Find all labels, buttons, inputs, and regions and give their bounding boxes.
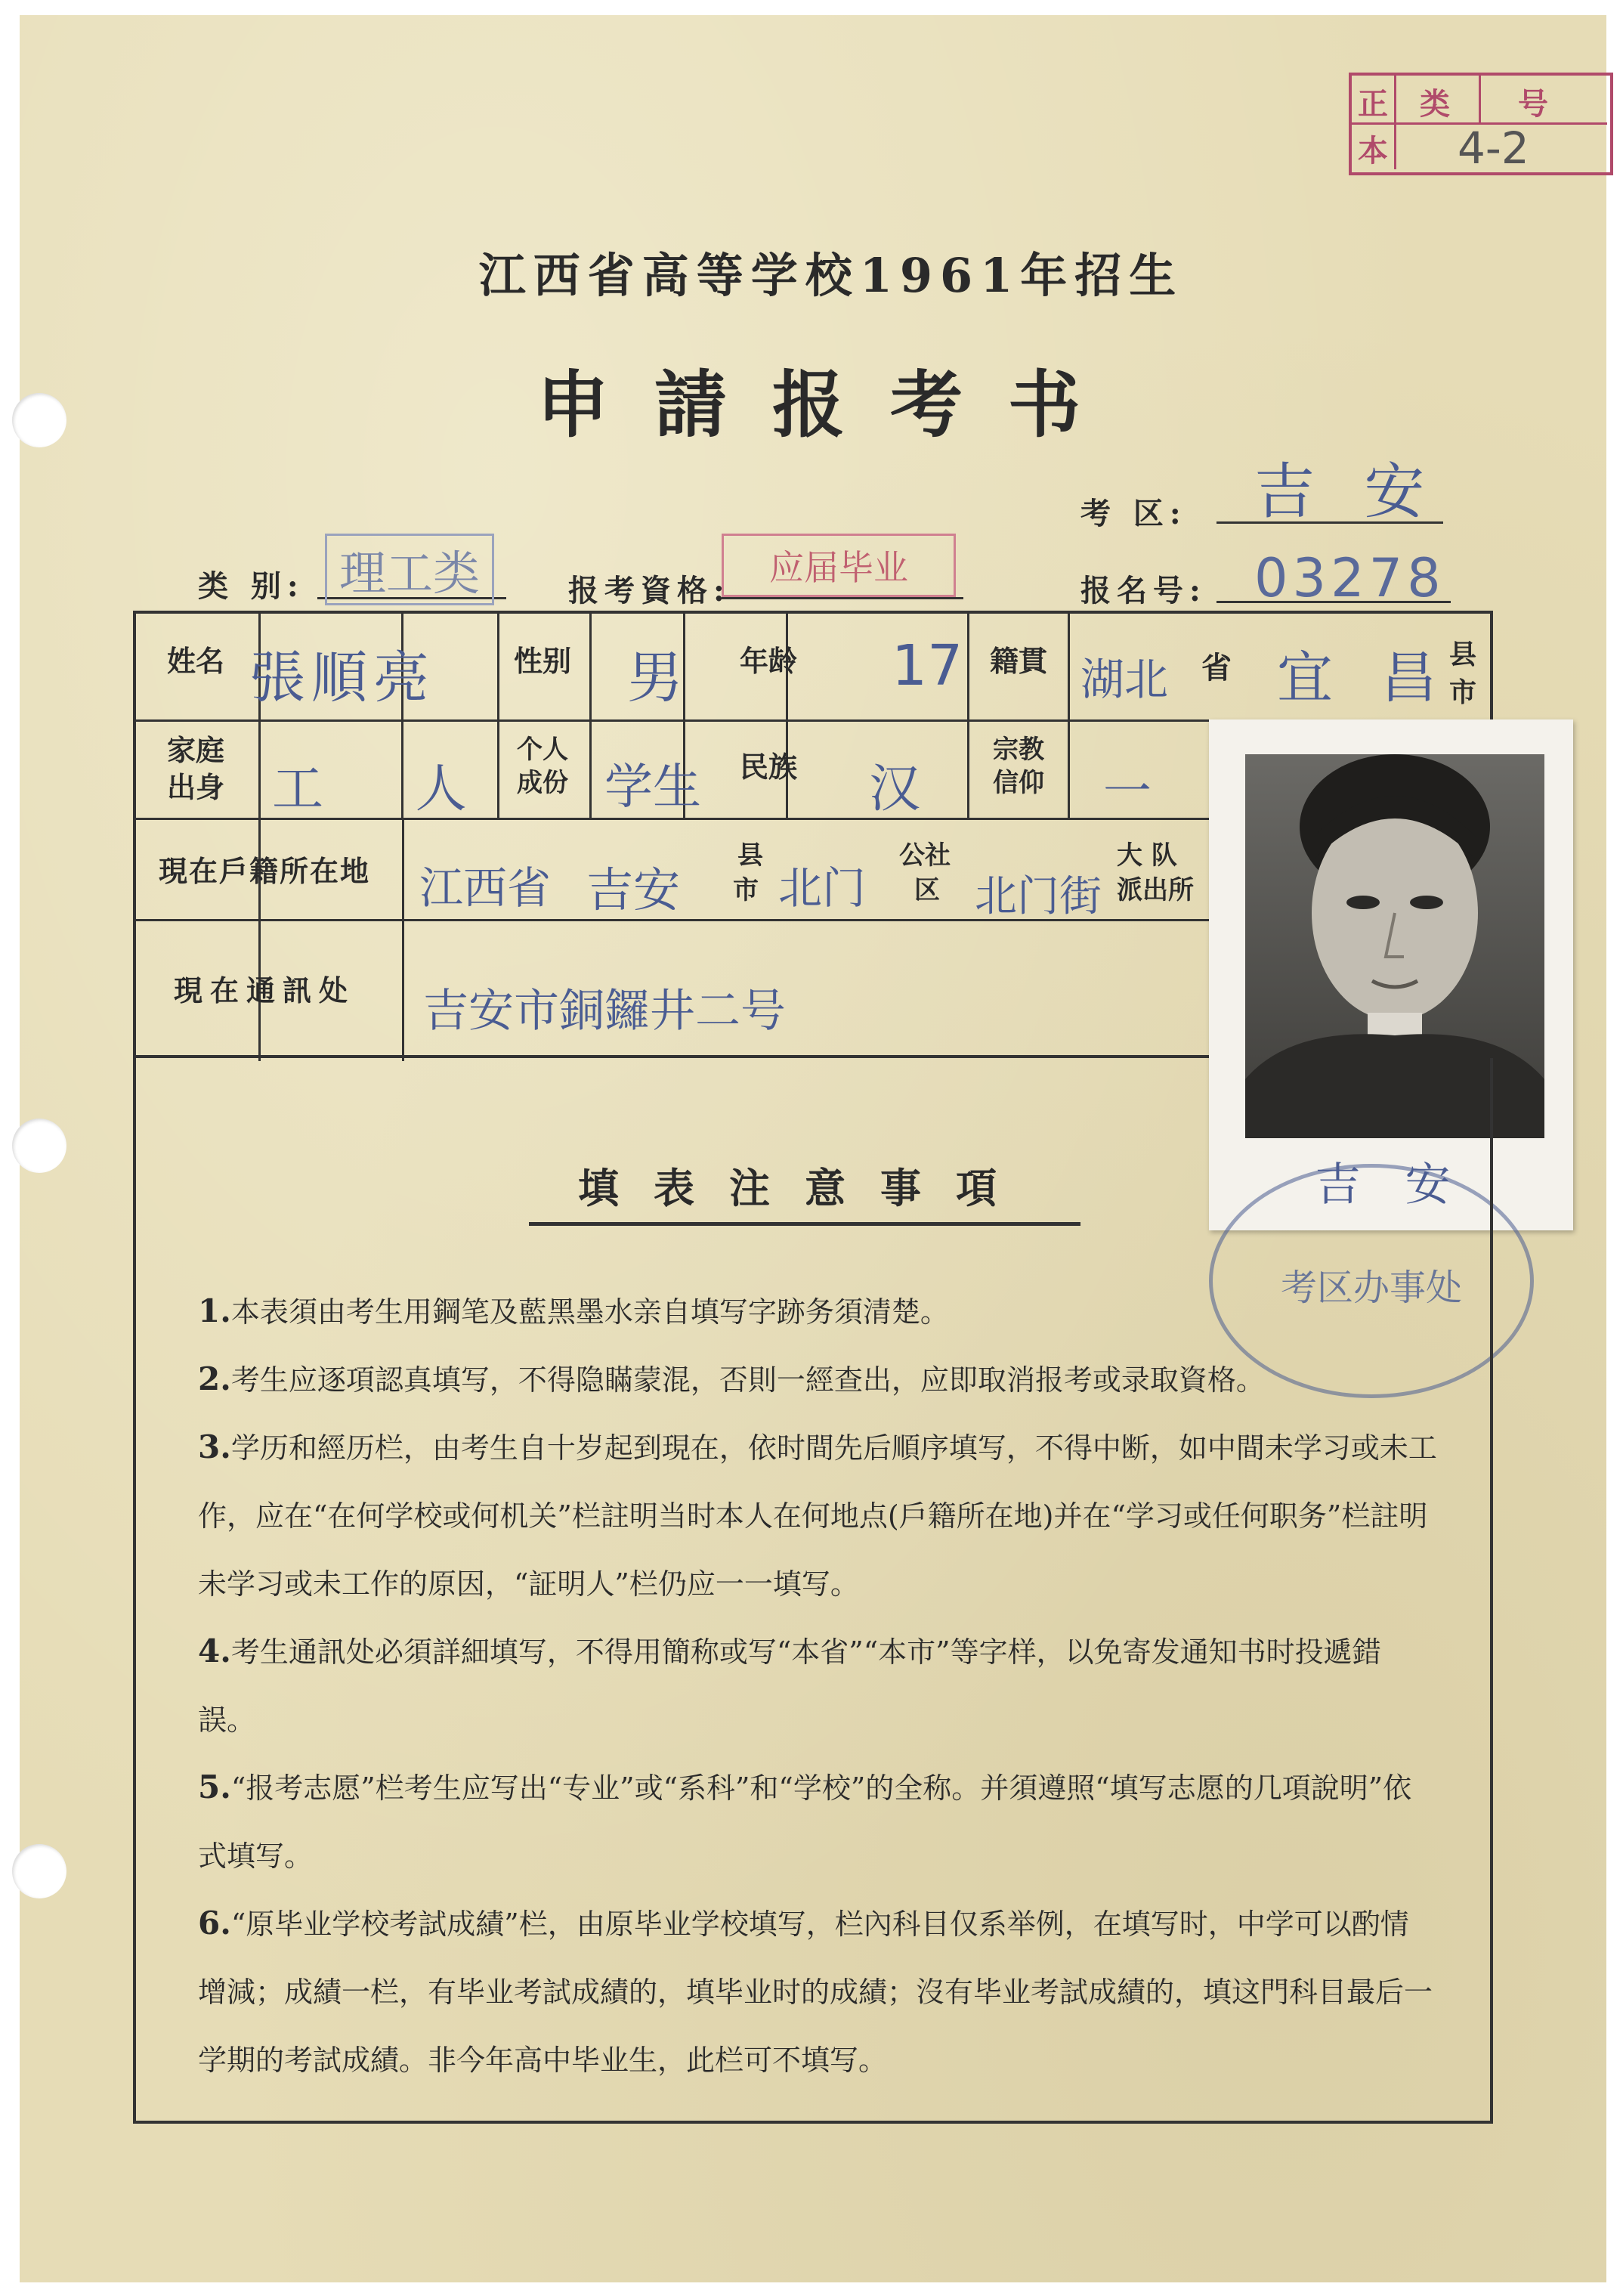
family-origin-value: 工 人 <box>272 760 505 819</box>
personal-status-label-line2: 成份 <box>517 768 568 799</box>
document-title: 江西省高等学校1961年招生 <box>478 248 1184 303</box>
corner-stamp <box>1349 73 1613 175</box>
exam-area-value: 吉 安 <box>1254 456 1440 527</box>
province-label: 省 <box>1201 650 1232 685</box>
note-text: “报考志愿”栏考生应写出“专业”或“系科”和“学校”的全称。并須遵照“填写志愿的几項說明”依式填写。 <box>198 1772 1412 1873</box>
family-origin-label-line2: 出身 <box>166 770 224 805</box>
family-origin-label-line1: 家庭 <box>166 733 224 767</box>
qualification-label: 报考資格: <box>568 573 731 608</box>
religion-label-line1: 宗教 <box>993 735 1044 765</box>
note-item-5 <box>198 1753 1437 1890</box>
category-label: 类 别: <box>198 568 305 604</box>
note-text: 本表須由考生用鋼笔及藍黑墨水亲自填写字跡务須清楚。 <box>230 1295 949 1329</box>
note-text: 考生应逐項認真填写，不得隐瞞蒙混，否則一經查出，应即取消报考或录取資格。 <box>230 1363 1265 1397</box>
mailing-address-value: 吉安市銅鑼井二号 <box>423 985 786 1038</box>
ethnicity-label: 民族 <box>739 750 797 784</box>
note-number: 6. <box>198 1905 231 1942</box>
exam-office-stamp-text: 考区办事处 <box>1280 1267 1462 1309</box>
ethnicity-value: 汉 <box>869 760 921 819</box>
note-number: 2. <box>198 1360 231 1397</box>
name-label: 姓名 <box>166 644 224 678</box>
note-text: “原毕业学校考試成績”栏，由原毕业学校填写，栏內科目仅系举例，在填写时，中学可以酌情增減；成績一栏，有毕业考試成績的，填毕业时的成績；沒有毕业考試成績的，填这門科目最后一学期的考試成績。非今年高中毕业生，此栏可不填写。 <box>198 1908 1433 2077</box>
notes-title: 填表注意事項 <box>529 1156 1080 1226</box>
personal-status-label <box>495 733 590 800</box>
native-county-value: 宜 昌 <box>1277 645 1452 710</box>
family-origin-label <box>136 732 255 806</box>
county-label-bottom: 市 <box>1449 676 1477 708</box>
personal-status-value: 学生 <box>604 760 701 815</box>
punch-hole-middle <box>12 1119 66 1173</box>
religion-label <box>967 733 1070 800</box>
note-number: 5. <box>198 1768 231 1806</box>
county-label-top: 县 <box>1449 639 1477 670</box>
note-item-1 <box>198 1277 1437 1346</box>
note-item-6 <box>198 1889 1437 2094</box>
corner-stamp-cell-1: 正 <box>1358 86 1388 122</box>
religion-value: 一 <box>1103 764 1152 820</box>
note-item-4 <box>198 1617 1437 1754</box>
county-small-label-bottom: 市 <box>733 875 759 905</box>
note-item-3 <box>198 1413 1437 1618</box>
native-place-label: 籍貫 <box>989 644 1047 678</box>
registration-no-value: 03278 <box>1254 547 1445 609</box>
household-district-value: 北门 <box>778 862 867 914</box>
brigade-label-bottom: 派出所 <box>1117 875 1194 905</box>
category-value: 理工类 <box>325 534 494 605</box>
note-text: 考生通訊处必須詳細填写，不得用簡称或写“本省”“本市”等字样，以免寄发通知书时投遞錯誤。 <box>198 1635 1381 1737</box>
note-text: 学历和經历栏，由考生自十岁起到現在，依时間先后順序填写，不得中断，如中間未学习或未工作，应在“在何学校或何机关”栏註明当时本人在何地点(戶籍所在地)并在“学习或任何职务”栏註明未学习或未工作的原因，“証明人”栏仍应一一填写。 <box>198 1431 1437 1601</box>
commune-label-bottom: 区 <box>914 875 940 905</box>
age-label: 年龄 <box>739 644 797 678</box>
name-value: 張順亮 <box>249 645 435 710</box>
corner-stamp-number: 4-2 <box>1458 122 1529 174</box>
qualification-underline <box>722 597 963 599</box>
personal-status-label-line1: 个人 <box>517 735 568 765</box>
punch-hole-top <box>12 393 66 447</box>
note-item-2 <box>198 1345 1437 1414</box>
age-value: 17 <box>892 633 963 698</box>
household-province-value: 江西省 <box>419 862 552 914</box>
household-registration-label: 現在戶籍所在地 <box>158 854 370 888</box>
qualification-value: 应届毕业 <box>722 534 956 597</box>
corner-stamp-cell-3: 类 <box>1420 86 1450 122</box>
corner-stamp-cell-2: 本 <box>1358 133 1388 169</box>
county-small-label-top: 县 <box>737 840 763 871</box>
photo-stamp-text: 吉 安 <box>1315 1159 1466 1211</box>
household-street-value: 北门街 <box>975 872 1102 921</box>
punch-hole-bottom <box>12 1844 66 1898</box>
corner-stamp-cell-4: 号 <box>1518 86 1548 122</box>
sex-label: 性别 <box>513 644 571 678</box>
document-subtitle: 申請报考书 <box>536 362 1126 447</box>
registration-no-label: 报名号: <box>1080 573 1207 608</box>
religion-label-line2: 信仰 <box>993 768 1044 799</box>
brigade-label-top: 大 队 <box>1117 840 1177 871</box>
commune-label-top: 公社 <box>899 840 951 871</box>
note-number: 3. <box>198 1428 231 1465</box>
household-city-value: 吉安 <box>586 862 681 917</box>
mailing-address-label: 現在通訊处 <box>173 973 355 1007</box>
note-number: 1. <box>198 1292 231 1329</box>
sex-value: 男 <box>627 645 683 710</box>
note-number: 4. <box>198 1632 231 1669</box>
exam-area-label: 考 区: <box>1080 496 1187 531</box>
native-province-value: 湖北 <box>1080 654 1169 705</box>
